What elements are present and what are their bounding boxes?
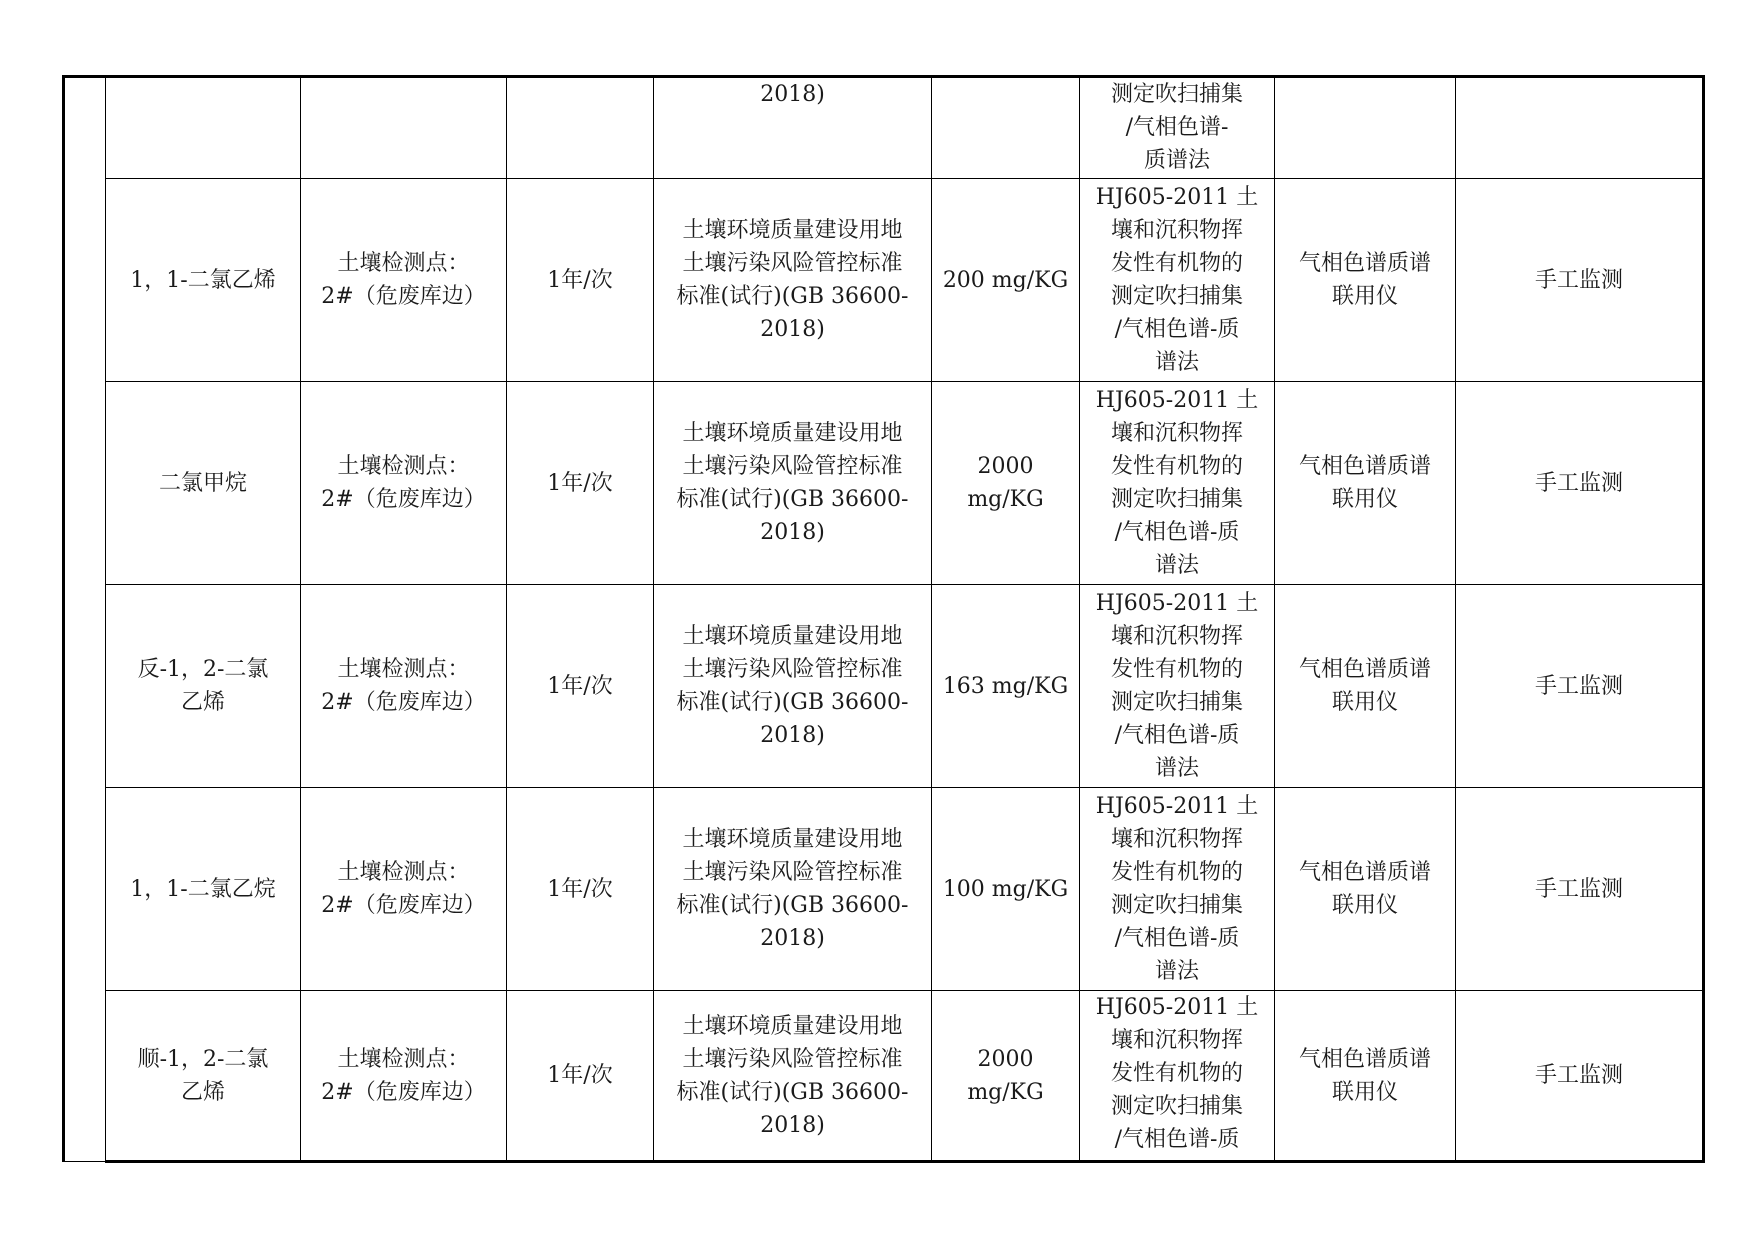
frequency-cell: 1年/次: [507, 585, 654, 788]
method-cell: HJ605-2011 土 壤和沉积物挥 发性有机物的 测定吹扫捕集 /气相色谱-质 谱法: [1080, 788, 1275, 991]
frequency-cell: 1年/次: [507, 788, 654, 991]
mode-cell: 手工监测: [1456, 382, 1704, 585]
table-row-continuation: [64, 77, 1704, 179]
limit-cell: 163 mg/KG: [932, 585, 1080, 788]
table-row: [64, 991, 1704, 1162]
method-cell: HJ605-2011 土 壤和沉积物挥 发性有机物的 测定吹扫捕集 /气相色谱-质 谱法: [1080, 179, 1275, 382]
mode-cell: 手工监测: [1456, 788, 1704, 991]
location-cell: 土壤检测点： 2#（危废库边）: [301, 179, 507, 382]
mode-cell: 手工监测: [1456, 179, 1704, 382]
method-cell: 测定吹扫捕集 /气相色谱- 质谱法: [1080, 77, 1275, 179]
limit-cell: [932, 77, 1080, 179]
standard-cell: 土壤环境质量建设用地 土壤污染风险管控标准 标准(试行)(GB 36600- 2018): [654, 179, 932, 382]
instrument-cell: [1275, 77, 1456, 179]
item-cell: 1，1-二氯乙烷: [106, 788, 301, 991]
instrument-cell: 气相色谱质谱 联用仪: [1275, 585, 1456, 788]
table-row: [64, 585, 1704, 788]
location-cell: 土壤检测点： 2#（危废库边）: [301, 991, 507, 1162]
table-row: [64, 179, 1704, 382]
limit-cell: 2000 mg/KG: [932, 382, 1080, 585]
instrument-cell: 气相色谱质谱 联用仪: [1275, 788, 1456, 991]
standard-cell: 土壤环境质量建设用地 土壤污染风险管控标准 标准(试行)(GB 36600- 2018): [654, 991, 932, 1162]
monitoring-table: [62, 75, 1705, 1163]
item-cell: [106, 77, 301, 179]
instrument-cell: 气相色谱质谱 联用仪: [1275, 179, 1456, 382]
standard-cell: 土壤环境质量建设用地 土壤污染风险管控标准 标准(试行)(GB 36600- 2018): [654, 585, 932, 788]
item-cell: 顺-1，2-二氯 乙烯: [106, 991, 301, 1162]
mode-cell: 手工监测: [1456, 585, 1704, 788]
location-cell: 土壤检测点： 2#（危废库边）: [301, 382, 507, 585]
standard-cell: 2018): [654, 77, 932, 179]
item-cell: 二氯甲烷: [106, 382, 301, 585]
frequency-cell: 1年/次: [507, 179, 654, 382]
mode-cell: 手工监测: [1456, 991, 1704, 1162]
frequency-cell: [507, 77, 654, 179]
location-cell: 土壤检测点： 2#（危废库边）: [301, 788, 507, 991]
method-cell: HJ605-2011 土 壤和沉积物挥 发性有机物的 测定吹扫捕集 /气相色谱-质 谱法: [1080, 585, 1275, 788]
frequency-cell: 1年/次: [507, 991, 654, 1162]
item-cell: 反-1，2-二氯 乙烯: [106, 585, 301, 788]
table-row: [64, 788, 1704, 991]
standard-cell: 土壤环境质量建设用地 土壤污染风险管控标准 标准(试行)(GB 36600- 2018): [654, 788, 932, 991]
instrument-cell: 气相色谱质谱 联用仪: [1275, 382, 1456, 585]
location-cell: [301, 77, 507, 179]
method-cell: HJ605-2011 土 壤和沉积物挥 发性有机物的 测定吹扫捕集 /气相色谱-质: [1080, 991, 1275, 1162]
table-row: [64, 382, 1704, 585]
limit-cell: 100 mg/KG: [932, 788, 1080, 991]
frequency-cell: 1年/次: [507, 382, 654, 585]
instrument-cell: 气相色谱质谱 联用仪: [1275, 991, 1456, 1162]
merged-group-cell: [64, 77, 106, 1162]
item-cell: 1，1-二氯乙烯: [106, 179, 301, 382]
limit-cell: 200 mg/KG: [932, 179, 1080, 382]
mode-cell: [1456, 77, 1704, 179]
limit-cell: 2000 mg/KG: [932, 991, 1080, 1162]
method-cell: HJ605-2011 土 壤和沉积物挥 发性有机物的 测定吹扫捕集 /气相色谱-质 谱法: [1080, 382, 1275, 585]
location-cell: 土壤检测点： 2#（危废库边）: [301, 585, 507, 788]
standard-cell: 土壤环境质量建设用地 土壤污染风险管控标准 标准(试行)(GB 36600- 2018): [654, 382, 932, 585]
